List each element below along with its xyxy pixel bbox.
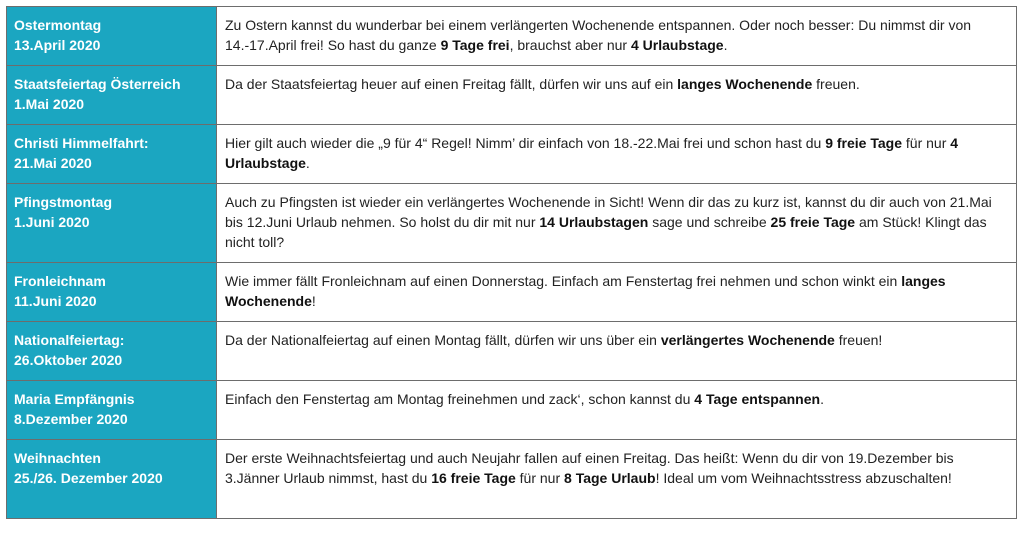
table-row — [7, 184, 1017, 263]
table-row — [7, 263, 1017, 322]
holiday-date: 13.April 2020 — [14, 37, 101, 53]
holiday-date: 1.Mai 2020 — [14, 96, 85, 112]
holiday-name-cell — [7, 381, 217, 440]
holiday-date: 25./26. Dezember 2020 — [14, 470, 163, 486]
holiday-description: Der erste Weihnachtsfeiertag und auch Neujahr fallen auf einen Freitag. Das heißt: Wenn du dir von 19.Dezember bis 3.Jänner Urlaub nimmst, hast du 16 freie Tage für nur 8 Tage Urlaub! Ideal um vom Weihnachtsstress abzuschalten! — [217, 440, 1017, 519]
holiday-title: Staatsfeiertag Österreich — [14, 76, 181, 92]
holiday-name-cell — [7, 263, 217, 322]
holiday-name-cell — [7, 66, 217, 125]
table-row — [7, 125, 1017, 184]
holiday-title: Fronleichnam — [14, 273, 106, 289]
table-row — [7, 322, 1017, 381]
holiday-date: 8.Dezember 2020 — [14, 411, 128, 427]
holiday-title: Nationalfeiertag: — [14, 332, 125, 348]
holiday-title: Maria Empfängnis — [14, 391, 135, 407]
holiday-table — [6, 6, 1017, 519]
holiday-description: Auch zu Pfingsten ist wieder ein verlängertes Wochenende in Sicht! Wenn dir das zu kurz ist, kannst du dir auch von 21.Mai bis 12.Juni Urlaub nehmen. So holst du dir mit nur 14 Urlaubstagen sage und schreibe 25 freie Tage am Stück! Klingt das nicht toll? — [217, 184, 1017, 263]
holiday-name-cell — [7, 184, 217, 263]
table-row — [7, 381, 1017, 440]
table-row — [7, 7, 1017, 66]
holiday-title: Ostermontag — [14, 17, 102, 33]
table-row — [7, 66, 1017, 125]
holiday-description: Wie immer fällt Fronleichnam auf einen Donnerstag. Einfach am Fenstertag frei nehmen und schon winkt ein langes Wochenende! — [217, 263, 1017, 322]
holiday-description: Da der Nationalfeiertag auf einen Montag fällt, dürfen wir uns über ein verlängertes Wochenende freuen! — [217, 322, 1017, 381]
holiday-date: 21.Mai 2020 — [14, 155, 92, 171]
holiday-title: Christi Himmelfahrt: — [14, 135, 149, 151]
table-row — [7, 440, 1017, 519]
holiday-name-cell — [7, 322, 217, 381]
holiday-title: Pfingstmontag — [14, 194, 112, 210]
holiday-date: 26.Oktober 2020 — [14, 352, 123, 368]
holiday-name-cell — [7, 7, 217, 66]
holiday-description: Da der Staatsfeiertag heuer auf einen Freitag fällt, dürfen wir uns auf ein langes Wochenende freuen. — [217, 66, 1017, 125]
holiday-description: Zu Ostern kannst du wunderbar bei einem verlängerten Wochenende entspannen. Oder noch besser: Du nimmst dir von 14.-17.April frei! So hast du ganze 9 Tage frei, brauchst aber nur 4 Urlaubstage. — [217, 7, 1017, 66]
holiday-date: 11.Juni 2020 — [14, 293, 97, 309]
holiday-title: Weihnachten — [14, 450, 101, 466]
holiday-date: 1.Juni 2020 — [14, 214, 90, 230]
holiday-name-cell — [7, 125, 217, 184]
holiday-description: Hier gilt auch wieder die „9 für 4“ Regel! Nimm’ dir einfach von 18.-22.Mai frei und schon hast du 9 freie Tage für nur 4 Urlaubstage. — [217, 125, 1017, 184]
holiday-name-cell — [7, 440, 217, 519]
holiday-description: Einfach den Fenstertag am Montag freinehmen und zack‘, schon kannst du 4 Tage entspannen. — [217, 381, 1017, 440]
